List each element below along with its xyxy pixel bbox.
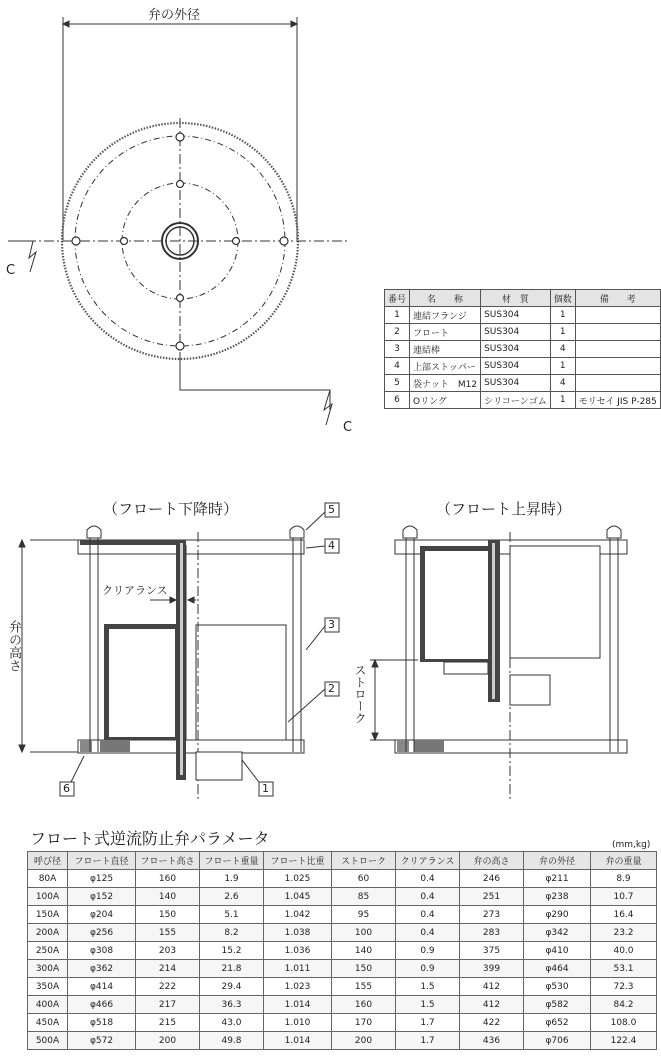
part-name: 連結フランジ bbox=[410, 307, 481, 324]
cell-float-diameter: φ152 bbox=[68, 888, 136, 906]
cell-clearance: 0.4 bbox=[396, 924, 460, 942]
cell-nominal-size: 450A bbox=[28, 1014, 68, 1032]
callout-2: 2 bbox=[328, 682, 335, 695]
stroke-label: ストローク bbox=[353, 664, 367, 724]
part-material: SUS304 bbox=[481, 324, 551, 341]
cell-valve-height: 283 bbox=[460, 924, 524, 942]
params-table-body bbox=[28, 870, 657, 1050]
cell-clearance: 1.5 bbox=[396, 978, 460, 996]
float-lowered-view bbox=[19, 512, 325, 800]
cell-float-gravity: 1.045 bbox=[264, 888, 332, 906]
cell-nominal-size: 150A bbox=[28, 906, 68, 924]
table-row bbox=[28, 906, 657, 924]
cell-float-weight: 2.6 bbox=[200, 888, 264, 906]
cell-valve-diameter: φ211 bbox=[524, 870, 591, 888]
cell-valve-diameter: φ290 bbox=[524, 906, 591, 924]
cell-nominal-size: 500A bbox=[28, 1032, 68, 1050]
cell-float-gravity: 1.010 bbox=[264, 1014, 332, 1032]
cell-float-gravity: 1.014 bbox=[264, 1032, 332, 1050]
cell-stroke: 85 bbox=[332, 888, 396, 906]
outer-diameter-label: 弁の外径 bbox=[148, 8, 201, 23]
parts-header-name: 名 称 bbox=[410, 290, 481, 307]
cell-float-height: 150 bbox=[136, 906, 200, 924]
cell-nominal-size: 350A bbox=[28, 978, 68, 996]
parts-header-material: 材 質 bbox=[481, 290, 551, 307]
part-number: 6 bbox=[385, 392, 410, 409]
cell-float-diameter: φ204 bbox=[68, 906, 136, 924]
part-name: 連結棒 bbox=[410, 341, 481, 358]
part-number: 2 bbox=[385, 324, 410, 341]
cell-stroke: 155 bbox=[332, 978, 396, 996]
cell-stroke: 170 bbox=[332, 1014, 396, 1032]
cell-valve-weight: 84.2 bbox=[591, 996, 657, 1014]
part-quantity: 1 bbox=[550, 358, 575, 375]
section-label-right: C bbox=[343, 420, 353, 435]
right-view-title: （フロート上昇時） bbox=[436, 500, 572, 518]
cell-valve-height: 273 bbox=[460, 906, 524, 924]
table-row bbox=[28, 996, 657, 1014]
cell-float-height: 214 bbox=[136, 960, 200, 978]
cell-float-weight: 1.9 bbox=[200, 870, 264, 888]
cell-valve-diameter: φ582 bbox=[524, 996, 591, 1014]
part-number: 5 bbox=[385, 375, 410, 392]
cell-valve-diameter: φ706 bbox=[524, 1032, 591, 1050]
table-row bbox=[28, 888, 657, 906]
cell-float-weight: 43.0 bbox=[200, 1014, 264, 1032]
left-view-title: （フロート下降時） bbox=[103, 500, 239, 518]
cell-valve-height: 251 bbox=[460, 888, 524, 906]
header-valve-diameter: 弁の外径 bbox=[524, 852, 591, 870]
cell-valve-height: 436 bbox=[460, 1032, 524, 1050]
cell-stroke: 160 bbox=[332, 996, 396, 1014]
part-number: 3 bbox=[385, 341, 410, 358]
header-float-gravity: フロート比重 bbox=[264, 852, 332, 870]
cell-float-diameter: φ572 bbox=[68, 1032, 136, 1050]
cell-float-weight: 21.8 bbox=[200, 960, 264, 978]
cell-nominal-size: 200A bbox=[28, 924, 68, 942]
header-nominal-size: 呼び径 bbox=[28, 852, 68, 870]
cell-float-gravity: 1.014 bbox=[264, 996, 332, 1014]
header-valve-weight: 弁の重量 bbox=[591, 852, 657, 870]
header-float-height: フロート高さ bbox=[136, 852, 200, 870]
cell-valve-height: 246 bbox=[460, 870, 524, 888]
section-label-left: C bbox=[6, 263, 16, 278]
params-title: フロート式逆流防止弁パラメータ bbox=[30, 829, 270, 848]
cell-valve-diameter: φ652 bbox=[524, 1014, 591, 1032]
cell-nominal-size: 100A bbox=[28, 888, 68, 906]
cell-clearance: 0.9 bbox=[396, 960, 460, 978]
cell-float-gravity: 1.036 bbox=[264, 942, 332, 960]
part-material: シリコーンゴム bbox=[481, 392, 551, 409]
clearance-label: クリアランス bbox=[102, 584, 168, 597]
header-float-weight: フロート重量 bbox=[200, 852, 264, 870]
cell-nominal-size: 300A bbox=[28, 960, 68, 978]
cell-float-height: 160 bbox=[136, 870, 200, 888]
upper-stopper-dark bbox=[80, 540, 180, 545]
part-material: SUS304 bbox=[481, 341, 551, 358]
cell-clearance: 0.9 bbox=[396, 942, 460, 960]
cell-float-diameter: φ125 bbox=[68, 870, 136, 888]
cell-valve-weight: 16.4 bbox=[591, 906, 657, 924]
cap-nut-right bbox=[290, 526, 304, 538]
params-unit: (mm,kg) bbox=[612, 840, 651, 850]
part-quantity: 1 bbox=[550, 307, 575, 324]
float-right-box bbox=[196, 625, 286, 740]
cell-valve-weight: 53.1 bbox=[591, 960, 657, 978]
cell-clearance: 0.4 bbox=[396, 888, 460, 906]
part-number: 1 bbox=[385, 307, 410, 324]
part-quantity: 4 bbox=[550, 375, 575, 392]
table-row bbox=[28, 1014, 657, 1032]
cell-valve-weight: 8.9 bbox=[591, 870, 657, 888]
cell-float-diameter: φ518 bbox=[68, 1014, 136, 1032]
table-row bbox=[28, 870, 657, 888]
cell-valve-weight: 10.7 bbox=[591, 888, 657, 906]
part-material: SUS304 bbox=[481, 375, 551, 392]
cell-float-gravity: 1.023 bbox=[264, 978, 332, 996]
cell-float-gravity: 1.038 bbox=[264, 924, 332, 942]
cell-float-height: 203 bbox=[136, 942, 200, 960]
cell-float-diameter: φ362 bbox=[68, 960, 136, 978]
cell-valve-height: 412 bbox=[460, 996, 524, 1014]
callout-1: 1 bbox=[262, 782, 269, 795]
cell-valve-diameter: φ410 bbox=[524, 942, 591, 960]
cell-valve-height: 422 bbox=[460, 1014, 524, 1032]
params-header-row bbox=[28, 852, 657, 870]
cell-clearance: 1.7 bbox=[396, 1014, 460, 1032]
table-row bbox=[28, 1032, 657, 1050]
cell-float-diameter: φ256 bbox=[68, 924, 136, 942]
valve-height-label: 弁の高さ bbox=[6, 620, 21, 672]
cell-stroke: 200 bbox=[332, 1032, 396, 1050]
part-quantity: 1 bbox=[550, 324, 575, 341]
cell-float-height: 217 bbox=[136, 996, 200, 1014]
part-remarks: モリセイ JIS P-285 bbox=[575, 392, 660, 409]
cell-float-weight: 36.3 bbox=[200, 996, 264, 1014]
cell-float-weight: 49.8 bbox=[200, 1032, 264, 1050]
cell-float-gravity: 1.042 bbox=[264, 906, 332, 924]
cap-nut-left bbox=[87, 526, 101, 538]
cell-float-height: 155 bbox=[136, 924, 200, 942]
cell-float-weight: 5.1 bbox=[200, 906, 264, 924]
cell-valve-weight: 72.3 bbox=[591, 978, 657, 996]
cell-float-height: 222 bbox=[136, 978, 200, 996]
cell-float-diameter: φ414 bbox=[68, 978, 136, 996]
cell-stroke: 95 bbox=[332, 906, 396, 924]
part-material: SUS304 bbox=[481, 358, 551, 375]
cell-float-height: 140 bbox=[136, 888, 200, 906]
header-valve-height: 弁の高さ bbox=[460, 852, 524, 870]
cell-float-weight: 8.2 bbox=[200, 924, 264, 942]
cell-stroke: 100 bbox=[332, 924, 396, 942]
cell-valve-diameter: φ238 bbox=[524, 888, 591, 906]
table-row bbox=[28, 978, 657, 996]
header-clearance: クリアランス bbox=[396, 852, 460, 870]
parts-header-remarks: 備 考 bbox=[575, 290, 660, 307]
header-float-diameter: フロート直径 bbox=[68, 852, 136, 870]
cell-clearance: 0.4 bbox=[396, 870, 460, 888]
cell-float-gravity: 1.025 bbox=[264, 870, 332, 888]
cell-valve-weight: 108.0 bbox=[591, 1014, 657, 1032]
float-raised-view bbox=[370, 526, 627, 800]
cell-nominal-size: 400A bbox=[28, 996, 68, 1014]
table-row bbox=[28, 942, 657, 960]
cell-stroke: 150 bbox=[332, 960, 396, 978]
cell-valve-height: 399 bbox=[460, 960, 524, 978]
params-table bbox=[27, 851, 657, 1050]
cell-valve-diameter: φ342 bbox=[524, 924, 591, 942]
cell-nominal-size: 250A bbox=[28, 942, 68, 960]
part-quantity: 1 bbox=[550, 392, 575, 409]
cell-float-diameter: φ466 bbox=[68, 996, 136, 1014]
cell-clearance: 0.4 bbox=[396, 906, 460, 924]
cell-clearance: 1.5 bbox=[396, 996, 460, 1014]
cell-clearance: 1.7 bbox=[396, 1032, 460, 1050]
callout-3: 3 bbox=[328, 618, 335, 631]
table-row bbox=[28, 924, 657, 942]
cell-float-gravity: 1.011 bbox=[264, 960, 332, 978]
part-name: フロート bbox=[410, 324, 481, 341]
part-material: SUS304 bbox=[481, 307, 551, 324]
part-quantity: 4 bbox=[550, 341, 575, 358]
cell-valve-diameter: φ464 bbox=[524, 960, 591, 978]
cell-valve-height: 412 bbox=[460, 978, 524, 996]
cell-nominal-size: 80A bbox=[28, 870, 68, 888]
cell-valve-diameter: φ530 bbox=[524, 978, 591, 996]
part-name: Oリング bbox=[410, 392, 481, 409]
callout-4: 4 bbox=[328, 539, 335, 552]
cell-stroke: 60 bbox=[332, 870, 396, 888]
part-number: 4 bbox=[385, 358, 410, 375]
parts-header-quantity: 個数 bbox=[550, 290, 575, 307]
cell-valve-weight: 122.4 bbox=[591, 1032, 657, 1050]
cell-stroke: 140 bbox=[332, 942, 396, 960]
part-name: 袋ナット M12 bbox=[410, 375, 481, 392]
parts-header-number: 番号 bbox=[385, 290, 410, 307]
header-stroke: ストローク bbox=[332, 852, 396, 870]
cell-float-weight: 29.4 bbox=[200, 978, 264, 996]
cell-valve-weight: 23.2 bbox=[591, 924, 657, 942]
cell-float-height: 200 bbox=[136, 1032, 200, 1050]
cell-float-height: 215 bbox=[136, 1014, 200, 1032]
cell-float-diameter: φ308 bbox=[68, 942, 136, 960]
table-row bbox=[28, 960, 657, 978]
callout-5: 5 bbox=[328, 503, 335, 516]
cell-valve-height: 375 bbox=[460, 942, 524, 960]
cell-float-weight: 15.2 bbox=[200, 942, 264, 960]
cell-valve-weight: 40.0 bbox=[591, 942, 657, 960]
part-name: 上部ストッパー bbox=[410, 358, 481, 375]
callout-6: 6 bbox=[63, 782, 70, 795]
